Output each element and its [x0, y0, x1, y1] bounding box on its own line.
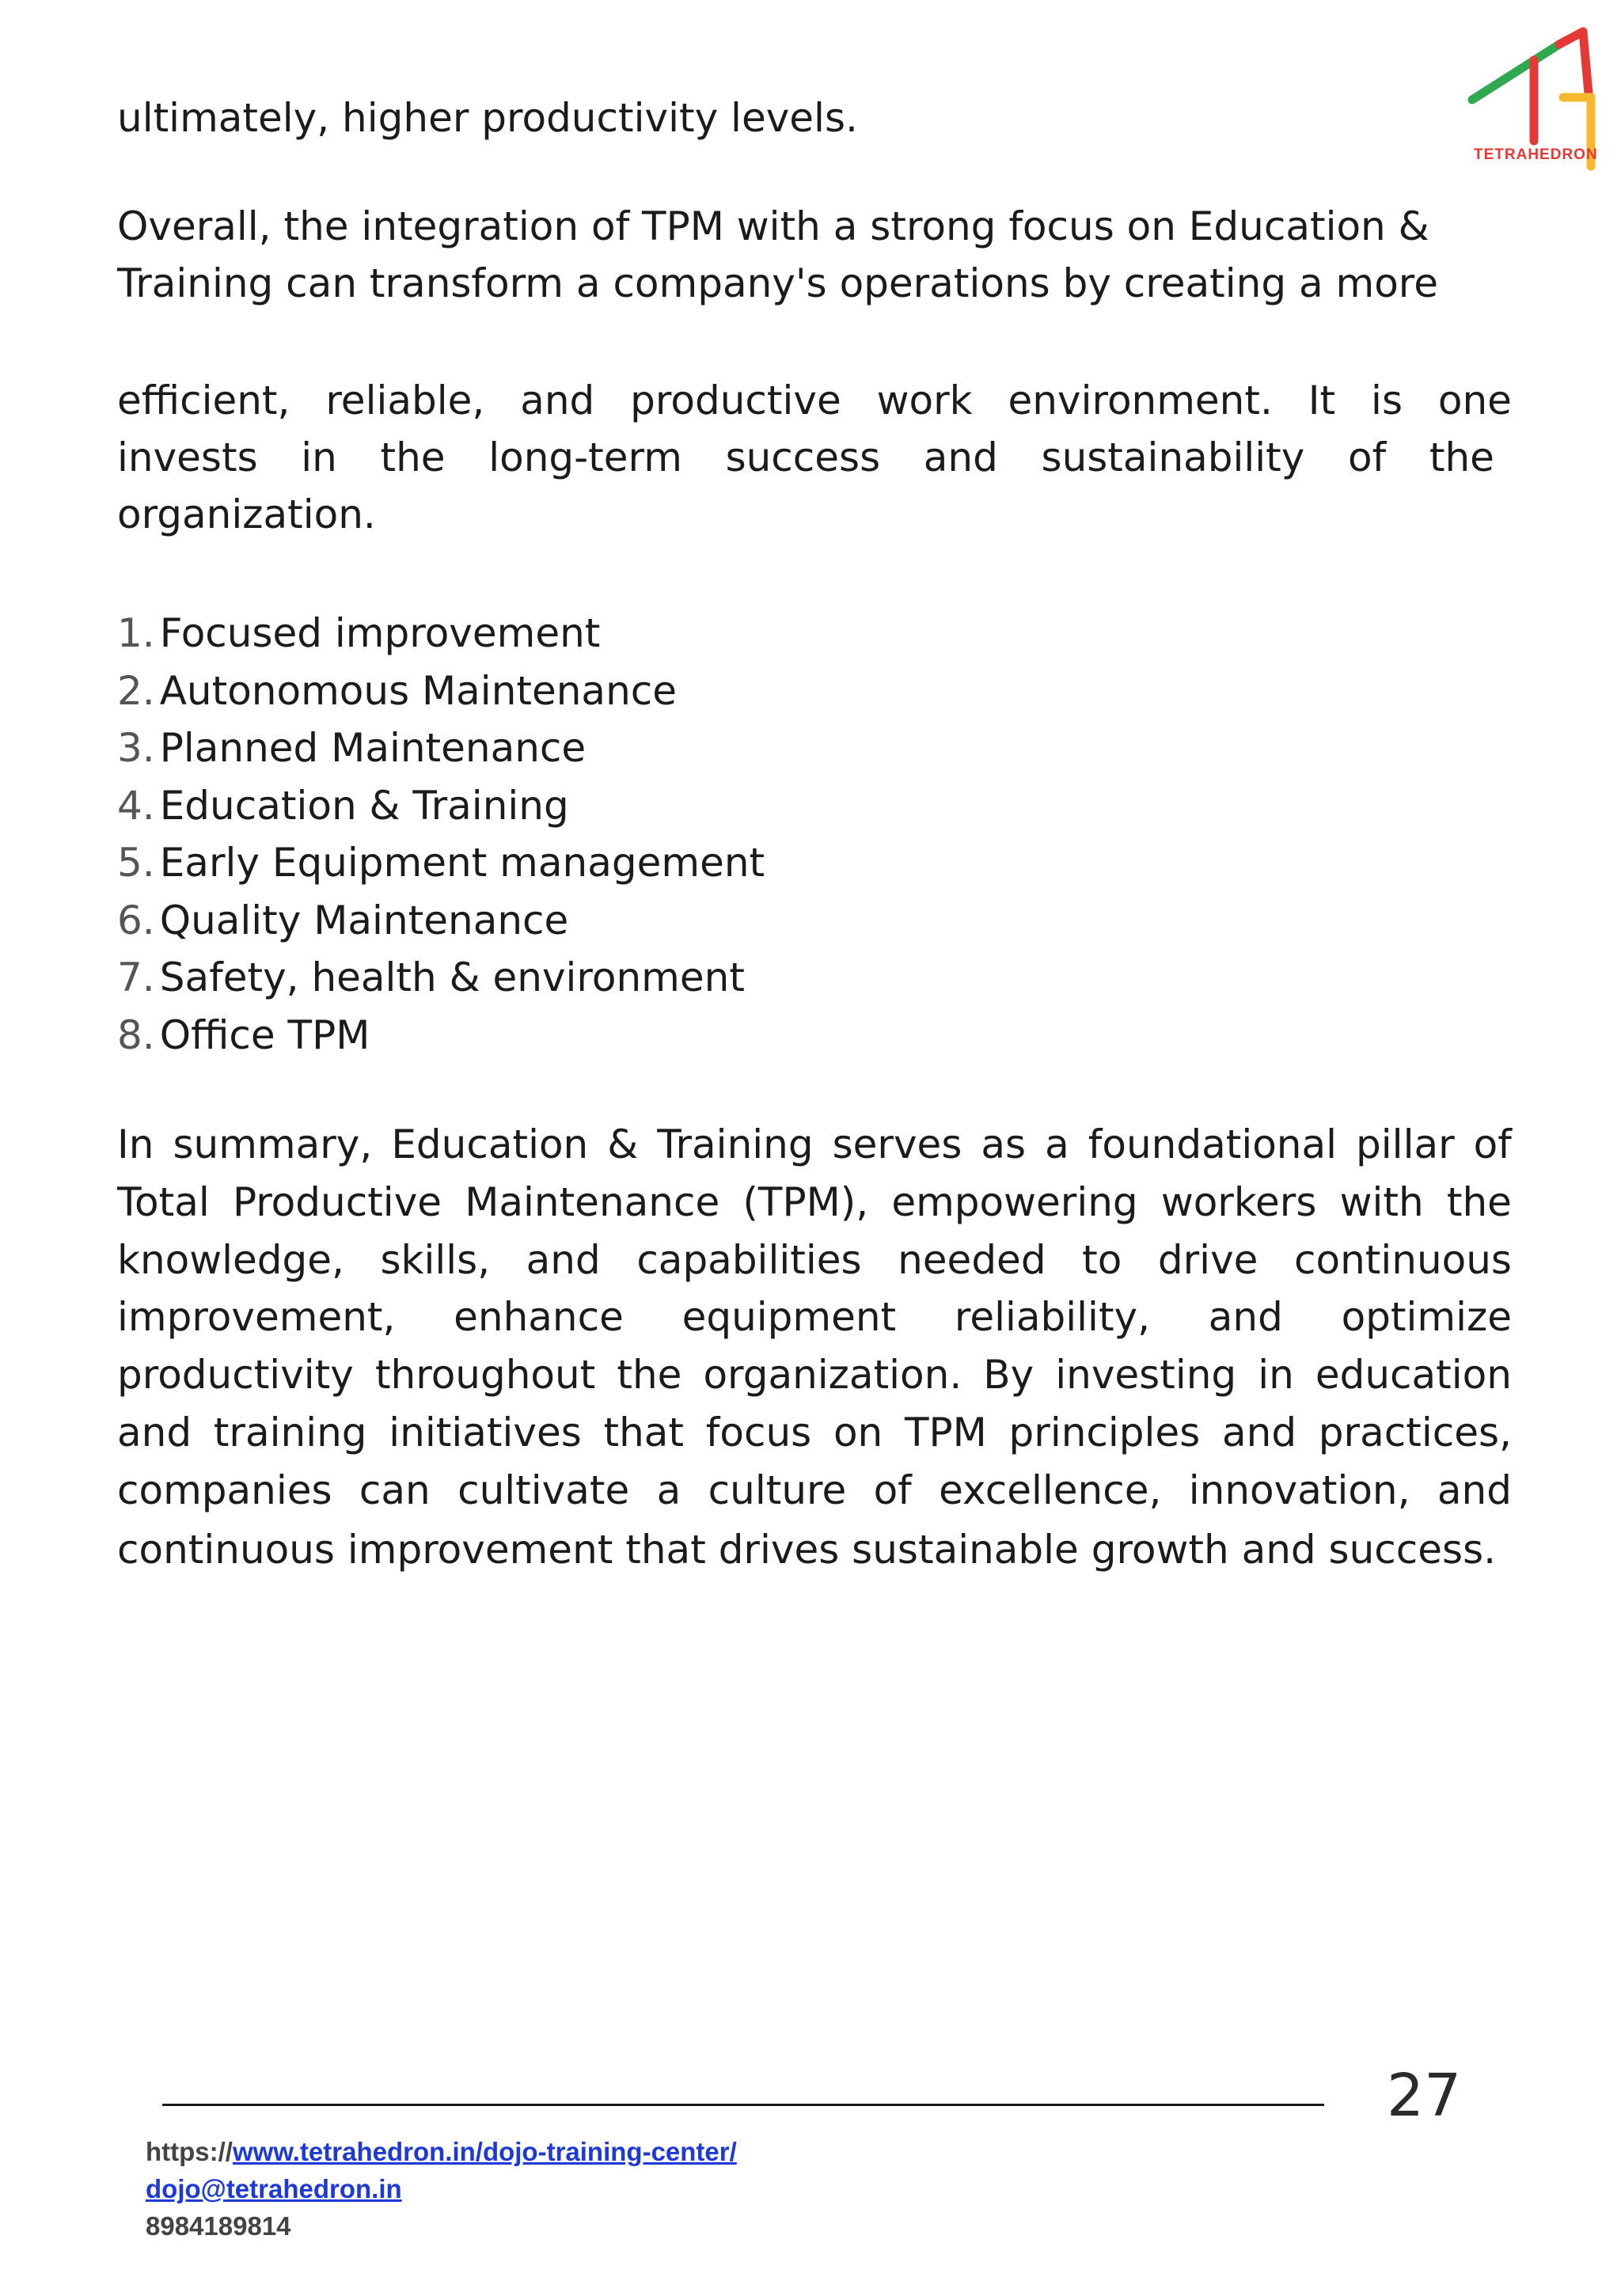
- footer-email-link[interactable]: dojo@tetrahedron.in: [146, 2174, 402, 2203]
- footer-divider: [162, 2104, 1324, 2106]
- word: and: [1221, 1410, 1297, 1455]
- word: in: [301, 435, 337, 480]
- list-item: [117, 949, 765, 1007]
- footer-url-prefix: https://: [146, 2137, 233, 2166]
- footer-phone: 8984189814: [146, 2211, 291, 2241]
- word: companies: [117, 1467, 332, 1513]
- word: and: [1208, 1294, 1283, 1340]
- word: skills,: [380, 1237, 491, 1283]
- word: success: [725, 435, 881, 480]
- list-item: [117, 719, 765, 777]
- list-item-label: Early Equipment management: [159, 840, 765, 886]
- paragraph-continuation-line-1: [117, 372, 1512, 429]
- list-item-number: 7.: [117, 954, 155, 1000]
- word: one: [1437, 378, 1512, 423]
- logo-wordmark: TETRAHEDRON: [1474, 146, 1598, 163]
- word: the: [1446, 1179, 1512, 1225]
- word: foundational: [1088, 1121, 1338, 1167]
- word: Education: [391, 1121, 589, 1167]
- word: Maintenance: [465, 1179, 720, 1225]
- word: serves: [832, 1121, 962, 1167]
- word: and: [117, 1410, 192, 1455]
- word: and: [526, 1237, 601, 1283]
- paragraph-overall-line-1: Overall, the integration of TPM with a strong focus on Education &: [117, 203, 1429, 249]
- word: practices,: [1318, 1410, 1512, 1455]
- word: needed: [898, 1237, 1046, 1283]
- list-item: [117, 834, 765, 892]
- footer-url-link[interactable]: www.tetrahedron.in/dojo-training-center/: [232, 2137, 737, 2166]
- word: is: [1371, 378, 1403, 423]
- word: to: [1082, 1237, 1122, 1283]
- list-item-number: 4.: [117, 782, 155, 829]
- word: throughout: [374, 1352, 596, 1398]
- word: workers: [1160, 1179, 1317, 1225]
- word: with: [1339, 1179, 1424, 1225]
- word: culture: [708, 1467, 847, 1513]
- word: cultivate: [457, 1467, 630, 1513]
- word: organization.: [703, 1352, 962, 1398]
- word: investing: [1055, 1352, 1237, 1398]
- word: pillar: [1356, 1121, 1455, 1167]
- word: long-term: [488, 435, 682, 480]
- word: the: [1429, 435, 1494, 480]
- word: innovation,: [1188, 1467, 1410, 1513]
- list-item-number: 3.: [117, 725, 155, 771]
- list-item-number: 8.: [117, 1011, 155, 1058]
- list-item-number: 1.: [117, 610, 155, 656]
- list-item-number: 2.: [117, 667, 155, 714]
- summary-line: [117, 1346, 1512, 1403]
- word: and: [1437, 1467, 1512, 1513]
- summary-line: [117, 1174, 1512, 1231]
- footer-email: [146, 2174, 402, 2204]
- word: Productive: [232, 1179, 442, 1225]
- word: invests: [117, 435, 258, 480]
- list-item: [117, 777, 765, 835]
- list-item: [117, 892, 765, 950]
- word: of: [1473, 1121, 1512, 1167]
- summary-line: [117, 1288, 1512, 1345]
- paragraph-continuation-line-3: organization.: [117, 491, 376, 537]
- list-item-number: 6.: [117, 897, 155, 943]
- paragraph-intro-line: ultimately, higher productivity levels.: [117, 95, 858, 141]
- word: environment.: [1008, 378, 1273, 423]
- word: a: [1045, 1121, 1069, 1167]
- word: empowering: [891, 1179, 1138, 1225]
- word: the: [617, 1352, 682, 1398]
- paragraph-continuation-line-2: [117, 429, 1494, 486]
- word: knowledge,: [117, 1237, 344, 1283]
- word: work: [876, 378, 973, 423]
- word: and: [923, 435, 998, 480]
- list-item-label: Safety, health & environment: [159, 954, 745, 1000]
- summary-paragraph-last-line: continuous improvement that drives sustainable growth and success.: [117, 1527, 1497, 1573]
- list-item: [117, 1007, 765, 1065]
- list-item-label: Quality Maintenance: [159, 897, 569, 943]
- list-item-label: Office TPM: [159, 1011, 370, 1058]
- word: equipment: [681, 1294, 897, 1340]
- word: improvement,: [117, 1294, 396, 1340]
- word: sustainability: [1041, 435, 1305, 480]
- word: efficient,: [117, 378, 290, 423]
- word: In: [117, 1121, 154, 1167]
- word: summary,: [173, 1121, 373, 1167]
- word: (TPM),: [742, 1179, 869, 1225]
- summary-line: [117, 1462, 1512, 1519]
- word: optimize: [1341, 1294, 1512, 1340]
- list-item-label: Planned Maintenance: [159, 725, 587, 771]
- list-item: [117, 662, 765, 720]
- word: focus: [705, 1410, 812, 1455]
- word: of: [1348, 435, 1387, 480]
- word: principles: [1008, 1410, 1201, 1455]
- summary-line: [117, 1116, 1512, 1173]
- page-number: 27: [1387, 2062, 1462, 2130]
- word: Training: [657, 1121, 814, 1167]
- word: as: [981, 1121, 1027, 1167]
- word: in: [1258, 1352, 1294, 1398]
- word: enhance: [454, 1294, 624, 1340]
- word: that: [603, 1410, 685, 1455]
- tpm-pillars-list: [117, 605, 765, 1064]
- list-item-label: Education & Training: [159, 782, 569, 829]
- word: reliability,: [954, 1294, 1151, 1340]
- word: can: [359, 1467, 431, 1513]
- word: continuous: [1294, 1237, 1512, 1283]
- summary-line: [117, 1404, 1512, 1461]
- word: a: [656, 1467, 681, 1513]
- summary-line: [117, 1231, 1512, 1288]
- paragraph-overall-line-2: Training can transform a company's operations by creating a more: [117, 260, 1439, 306]
- word: on: [833, 1410, 883, 1455]
- word: TPM: [904, 1410, 987, 1455]
- word: By: [983, 1352, 1034, 1398]
- word: productivity: [117, 1352, 354, 1398]
- word: Total: [117, 1179, 210, 1225]
- word: and: [520, 378, 595, 423]
- list-item: [117, 605, 765, 662]
- word: &: [607, 1121, 639, 1167]
- word: of: [873, 1467, 912, 1513]
- list-item-label: Focused improvement: [159, 610, 601, 656]
- word: capabilities: [636, 1237, 862, 1283]
- word: reliable,: [325, 378, 485, 423]
- footer-url: [146, 2137, 737, 2167]
- list-item-number: 5.: [117, 840, 155, 886]
- word: excellence,: [939, 1467, 1162, 1513]
- word: drive: [1157, 1237, 1258, 1283]
- word: productive: [630, 378, 841, 423]
- word: the: [380, 435, 446, 480]
- word: initiatives: [389, 1410, 582, 1455]
- word: education: [1315, 1352, 1512, 1398]
- word: It: [1308, 378, 1336, 423]
- word: training: [213, 1410, 367, 1455]
- list-item-label: Autonomous Maintenance: [159, 667, 678, 714]
